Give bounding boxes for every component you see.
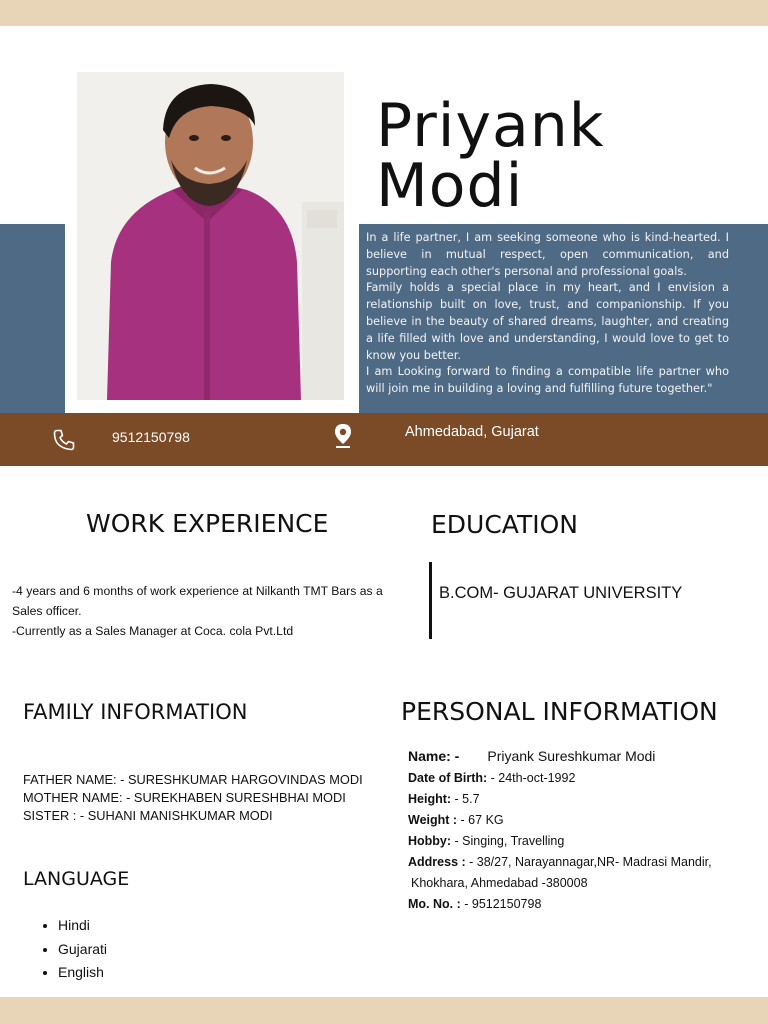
dob-row <box>408 768 758 789</box>
weight-row <box>408 810 758 831</box>
name-label: Name: - <box>408 748 460 764</box>
education-degree: B.COM- GUJARAT UNIVERSITY <box>439 584 683 602</box>
weight-value: - 67 KG <box>457 813 504 827</box>
profile-name <box>376 91 605 221</box>
mobile-row <box>408 894 758 915</box>
weight-label: Weight : <box>408 813 458 827</box>
dob-label: Date of Birth: <box>408 771 488 785</box>
work-line: -4 years and 6 months of work experience at Nilkanth TMT Bars as a Sales officer. <box>12 584 383 618</box>
education-divider <box>429 562 432 639</box>
family-information-body <box>23 771 363 825</box>
language-item: • English <box>58 961 107 985</box>
hobby-row <box>408 831 758 852</box>
profile-photo-illustration <box>77 72 344 400</box>
location-text: Ahmedabad, Gujarat <box>405 424 539 440</box>
name-value: Priyank Sureshkumar Modi <box>487 748 656 764</box>
mobile-label: Mo. No. : <box>408 897 461 911</box>
family-line: MOTHER NAME: - SUREKHABEN SURESHBHAI MODI <box>23 790 346 805</box>
work-experience-body <box>12 581 412 641</box>
blue-panel-left <box>0 224 65 413</box>
family-line: SISTER : - SUHANI MANISHKUMAR MODI <box>23 808 273 823</box>
phone-icon <box>52 428 76 452</box>
personal-information-heading: PERSONAL INFORMATION <box>401 697 718 726</box>
phone-number[interactable]: 9512150798 <box>112 429 190 445</box>
hobby-value: - Singing, Travelling <box>451 834 565 848</box>
language-list <box>40 914 107 985</box>
bio-paragraph: I am Looking forward to finding a compatible life partner who will join me in building a loving and fulfilling future together." <box>366 365 729 396</box>
personal-name-row <box>408 746 758 768</box>
top-decor-band <box>0 0 768 26</box>
profile-photo <box>77 72 344 400</box>
education-heading: EDUCATION <box>431 510 578 539</box>
last-name: Modi <box>376 151 524 221</box>
language-item: • Hindi <box>58 914 107 938</box>
bottom-decor-band <box>0 997 768 1024</box>
language-heading: LANGUAGE <box>23 868 130 890</box>
height-value: - 5.7 <box>451 792 480 806</box>
height-label: Height: <box>408 792 452 806</box>
personal-information-body <box>408 746 758 915</box>
address-value: - 38/27, Narayannagar,NR- Madrasi Mandir, <box>465 855 712 869</box>
bio-paragraph: Family holds a special place in my heart, and I envision a relationship built on love, trust, and companionship. If you believe in the beauty of shared dreams, laughter, and creating a life filled with love and understanding, I would love to get to know you better. <box>366 281 729 362</box>
address-row-2 <box>408 873 758 894</box>
work-experience-heading: WORK EXPERIENCE <box>86 509 329 538</box>
height-row <box>408 789 758 810</box>
dob-value: - 24th-oct-1992 <box>487 771 576 785</box>
hobby-label: Hobby: <box>408 834 452 848</box>
address-row <box>408 852 758 873</box>
work-line: -Currently as a Sales Manager at Coca. cola Pvt.Ltd <box>12 624 294 638</box>
map-pin-icon <box>333 423 353 449</box>
language-item: • Gujarati <box>58 938 107 962</box>
family-information-heading: FAMILY INFORMATION <box>23 700 248 724</box>
address-label: Address : <box>408 855 466 869</box>
bio-text <box>366 230 729 398</box>
bio-paragraph: In a life partner, I am seeking someone who is kind-hearted. I believe in mutual respect, open communication, and supporting each other's personal and professional goals. <box>366 231 729 278</box>
mobile-value: - 9512150798 <box>460 897 542 911</box>
family-line: FATHER NAME: - SURESHKUMAR HARGOVINDAS MODI <box>23 772 363 787</box>
first-name: Priyank <box>376 91 605 161</box>
address-value-2: Khokhara, Ahmedabad -380008 <box>411 876 588 890</box>
